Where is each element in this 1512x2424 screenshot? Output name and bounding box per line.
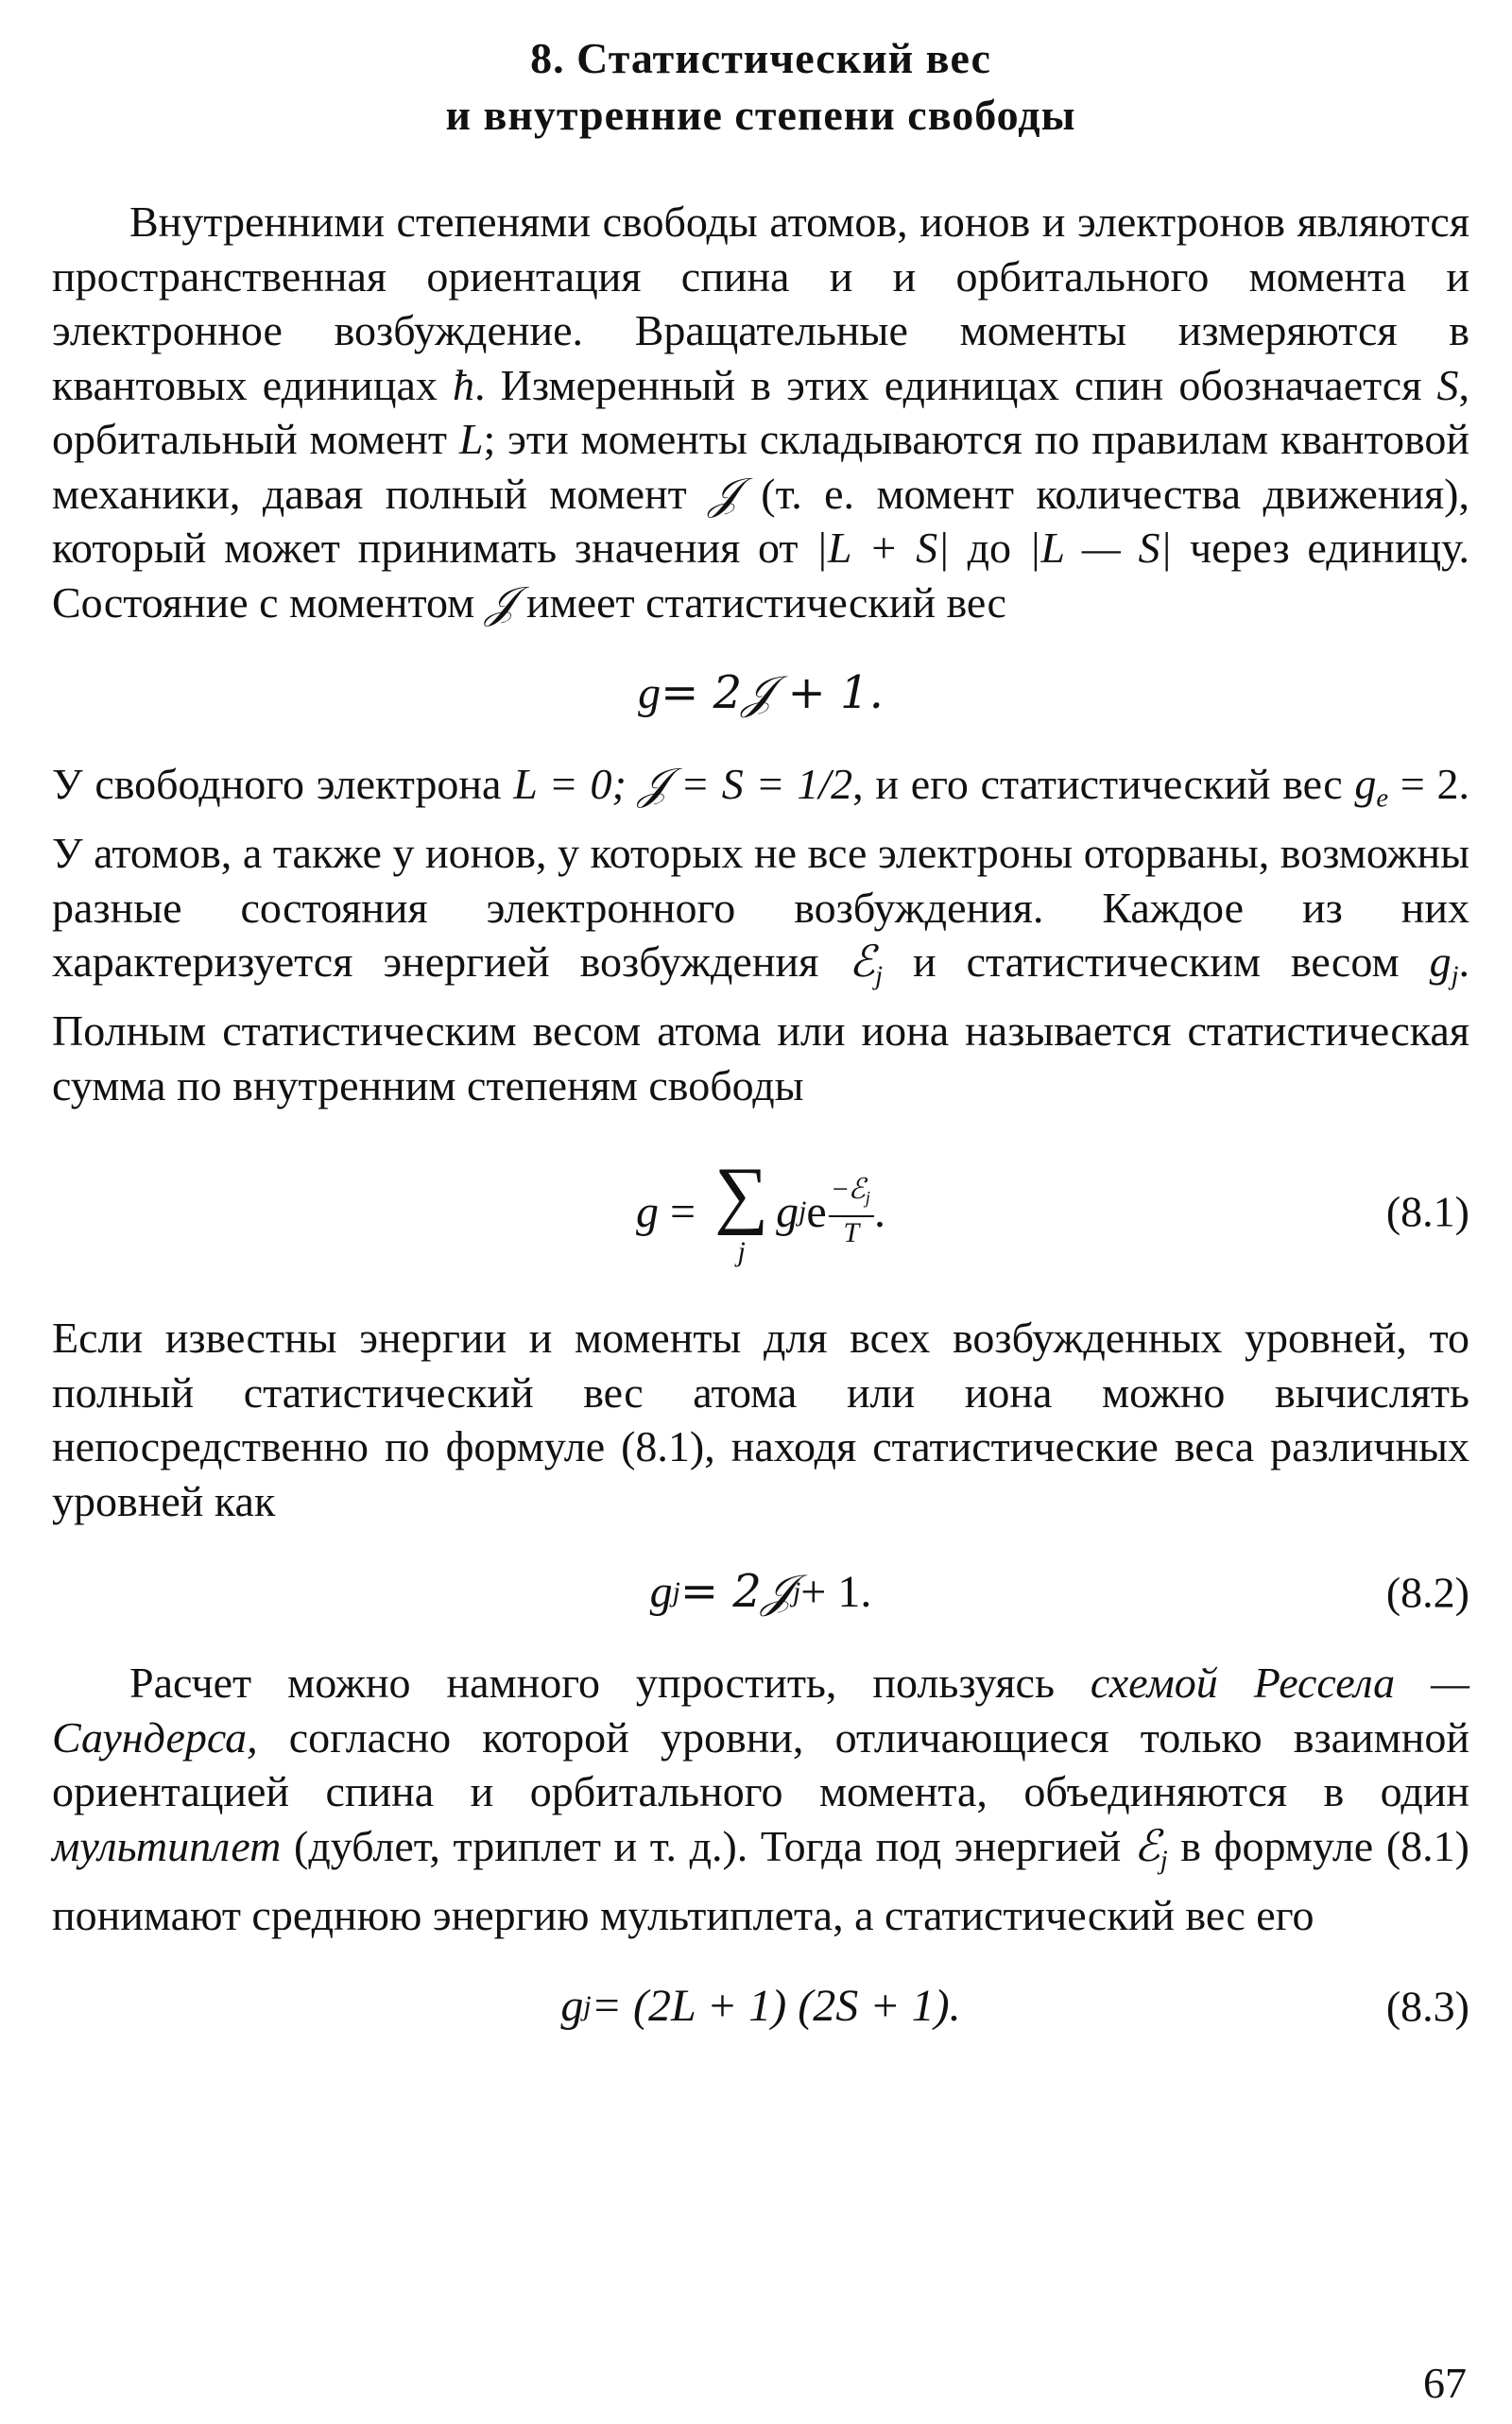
eq-lhs: g	[638, 668, 662, 718]
equation-8-1: g = ∑ j g j e $\frac{-ℰ_j}{T}$ . (8.1)	[636, 1153, 1469, 1268]
subscript: j	[799, 1195, 807, 1228]
spin-symbol: S	[1436, 360, 1459, 409]
subscript: j	[583, 1989, 592, 2021]
summation	[714, 1153, 769, 1268]
text-run: = 2. У атомов, а также у ионов, у которых не все электроны оторваны, возможны разные состояния электронного возбуждения. Каждое из них характеризуется энергией возбуждения	[52, 760, 1470, 987]
subscript: j	[1160, 1846, 1168, 1876]
sum-term: g	[776, 1186, 799, 1237]
equation-number: (8.2)	[1385, 1568, 1469, 1617]
section-title	[52, 30, 1469, 144]
orbital-symbol: L	[458, 415, 484, 463]
section-title-line1: 8. Статистический вес	[530, 34, 991, 82]
text-run: ; эти моменты складываются по правилам квантовой механики, давая полный момент	[52, 415, 1469, 518]
paragraph-4	[52, 1656, 1469, 1942]
eq-lhs: g	[636, 1186, 660, 1237]
text-run: (дублет, триплет и т. д.). Тогда под энергией	[281, 1821, 1134, 1870]
text-run: Расчет можно намного упростить, пользуясь	[129, 1659, 1091, 1708]
text-run: имеет статистический вес	[515, 577, 1006, 627]
section-title-line2: и внутренние степени свободы	[445, 91, 1076, 139]
equation-8-3	[52, 1942, 1469, 2070]
energy-symbol: ℰ	[848, 1173, 866, 1207]
total-moment-symbol: 𝒥	[485, 576, 516, 627]
minus-sign: −	[832, 1174, 849, 1206]
exponent	[829, 1174, 874, 1249]
text-run: , орбитальный момент	[52, 360, 1470, 463]
sum-index: j	[737, 1236, 746, 1268]
text-run: Внутренними степенями свободы атомов, ионов и электронов являются пространственная ориентация спина и и орбитального момента и электронное возбуждение. Вращательные моменты измеряются в квантовых единицах	[52, 198, 1469, 409]
text-run: через единицу. Состояние с моментом	[52, 524, 1469, 627]
sigma-symbol: ∑	[714, 1153, 769, 1237]
paragraph-2	[52, 757, 1469, 1112]
subscript: j	[1451, 961, 1459, 991]
text-run: . Измеренный в этих единицах спин обозначается	[474, 360, 1437, 409]
eq-rhs: = 2𝒥	[679, 1565, 794, 1619]
paragraph-1	[52, 195, 1469, 629]
eq-lhs: g	[560, 1981, 584, 2032]
subscript: j	[875, 961, 884, 991]
eq-rhs-end: + 1.	[800, 1567, 872, 1618]
level-weight-symbol: g	[1429, 937, 1452, 987]
page-number: 67	[1423, 2359, 1467, 2407]
text-run: У свободного электрона	[52, 760, 514, 808]
eq-end: .	[873, 1186, 885, 1237]
italic-term: схемой Рессела — Саундерса,	[52, 1659, 1469, 1762]
subscript: j	[793, 1575, 801, 1607]
text-run: до	[949, 524, 1029, 572]
text-run: . Полным статистическим весом атома или иона называется статистическая сумма по внутренним степеням свободы	[52, 937, 1469, 1109]
subscript: j	[672, 1575, 680, 1607]
text-run: в формуле (8.1) понимают среднюю энергию мультиплета, а статистический вес его	[52, 1821, 1469, 1939]
text-run: и статистическим весом	[883, 937, 1430, 987]
eq-lhs: g	[649, 1567, 673, 1618]
eq-rhs: = 2𝒥 + 1.	[661, 666, 884, 719]
exp-base: e	[806, 1186, 827, 1237]
text-run: (т. е. момент количества движения), который может принимать значения от	[52, 469, 1469, 572]
italic-term: мультиплет	[52, 1821, 282, 1870]
total-moment-symbol: 𝒥	[709, 467, 739, 519]
abs-sum: |L + S|	[816, 524, 950, 572]
equation-number: (8.1)	[1385, 1187, 1469, 1236]
subscript: e	[1376, 783, 1389, 814]
abs-diff: |L — S|	[1028, 524, 1173, 572]
energy-symbol: ℰ	[1133, 1819, 1160, 1871]
electron-weight-symbol: g	[1354, 760, 1377, 808]
text-run: , и его статистический вес	[852, 760, 1355, 808]
inline-equation: L = 0; 𝒥 = S = 1/2	[513, 760, 853, 808]
paragraph-3: Если известны энергии и моменты для всех возбужденных уровней, то полный статистический вес атома или иона можно вычислять непосредственно по формуле (8.1), находя статистические веса различных уровней как	[52, 1314, 1469, 1525]
page-content	[52, 30, 1469, 2070]
equation-8-2	[52, 1528, 1469, 1656]
hbar-symbol: ħ	[453, 360, 475, 409]
exponent-denominator: T	[843, 1216, 860, 1248]
exponent-numerator	[829, 1174, 874, 1217]
text-run: согласно которой уровни, отличающиеся только взаимной ориентацией спина и орбитального момента, объединяются в один	[52, 1712, 1469, 1816]
energy-symbol: ℰ	[849, 936, 876, 988]
subscript: j	[865, 1188, 870, 1209]
equation-number: (8.3)	[1385, 1982, 1469, 2031]
equation-stat-weight	[52, 629, 1469, 757]
eq-rhs: = (2L + 1) (2S + 1).	[591, 1981, 961, 2032]
